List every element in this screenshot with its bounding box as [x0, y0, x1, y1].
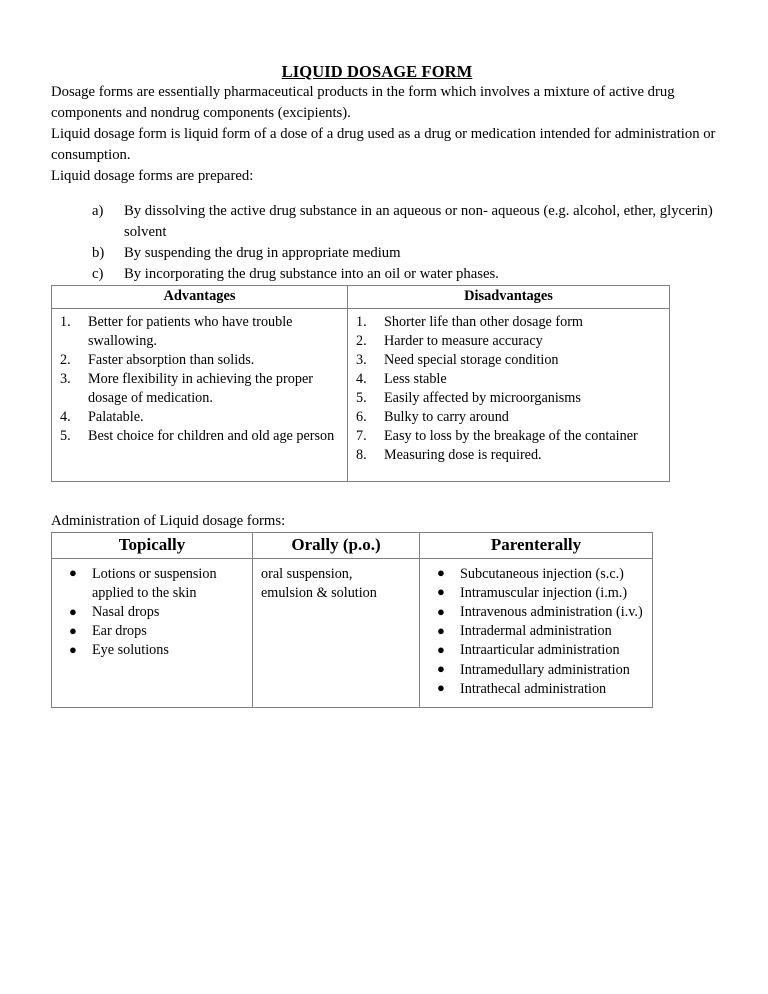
intro-paragraph-1: Dosage forms are essentially pharmaceutical products in the form which involves a mixture of active drug components and nondrug components (excipients).	[51, 84, 675, 121]
list-item	[92, 243, 717, 264]
list-item	[58, 622, 248, 641]
list-item	[60, 370, 343, 408]
list-item	[356, 446, 665, 465]
list-item	[356, 427, 665, 446]
list-item	[60, 427, 343, 446]
list-item	[356, 351, 665, 370]
list-item-text: Intravenous administration (i.v.)	[460, 604, 643, 621]
list-item-text: Palatable.	[88, 408, 144, 425]
list-item	[356, 332, 665, 351]
list-marker: c)	[92, 266, 104, 282]
list-item-text: Ear drops	[92, 623, 147, 640]
list-item-text: Intraarticular administration	[460, 642, 620, 659]
parenterally-list	[420, 559, 652, 699]
list-item	[426, 622, 648, 641]
list-item	[426, 565, 648, 584]
orally-line: oral suspension,	[261, 565, 353, 582]
list-marker: 7.	[356, 427, 367, 444]
list-marker: 2.	[60, 351, 71, 368]
administration-heading: Administration of Liquid dosage forms:	[51, 512, 286, 529]
bullet-icon: ●	[437, 603, 445, 619]
bullet-icon: ●	[437, 661, 445, 677]
list-item-text: By dissolving the active drug substance in an aqueous or non- aqueous (e.g. alcohol, ether, glycerin) solvent	[124, 203, 713, 241]
list-item-text: Subcutaneous injection (s.c.)	[460, 565, 624, 582]
list-item	[60, 313, 343, 351]
advantages-cell	[52, 308, 348, 481]
list-item	[92, 264, 717, 285]
intro-paragraph-3: Liquid dosage forms are prepared:	[51, 167, 254, 184]
list-item	[426, 680, 648, 699]
list-item	[356, 408, 665, 427]
list-marker: 3.	[356, 351, 367, 368]
bullet-icon: ●	[69, 622, 77, 638]
bullet-icon: ●	[437, 622, 445, 638]
list-item	[58, 603, 248, 622]
administration-routes-table	[51, 532, 653, 708]
list-marker: 4.	[356, 370, 367, 387]
list-item-text: By suspending the drug in appropriate medium	[124, 245, 401, 262]
list-item-text: By incorporating the drug substance into an oil or water phases.	[124, 266, 499, 282]
list-item-text: Intrathecal administration	[460, 680, 607, 697]
list-item-text: Easily affected by microorganisms	[384, 389, 581, 406]
bullet-icon: ●	[69, 565, 77, 581]
list-marker: 2.	[356, 332, 367, 349]
list-item-text: Intramuscular injection (i.m.)	[460, 584, 628, 601]
list-marker: 4.	[60, 408, 71, 425]
list-item	[92, 201, 717, 243]
list-item-text: Harder to measure accuracy	[384, 332, 543, 349]
list-marker: 1.	[356, 313, 367, 330]
list-item	[60, 351, 343, 370]
list-item	[426, 641, 648, 660]
table-row	[52, 558, 653, 707]
table-header-row	[52, 285, 670, 308]
list-item-text: Easy to loss by the breakage of the container	[384, 427, 638, 444]
table-header-row	[52, 532, 653, 558]
list-item-text: Lotions or suspension applied to the skin	[92, 565, 217, 601]
list-item	[58, 565, 248, 603]
list-item-text: Bulky to carry around	[384, 408, 509, 425]
bullet-icon: ●	[69, 641, 77, 657]
list-item-text: Better for patients who have trouble swallowing.	[88, 313, 293, 349]
list-item-text: Measuring dose is required.	[384, 446, 542, 463]
list-item	[426, 661, 648, 680]
list-marker: 6.	[356, 408, 367, 425]
list-item-text: Faster absorption than solids.	[88, 351, 255, 368]
list-marker: 8.	[356, 446, 367, 463]
list-item	[58, 641, 248, 660]
topically-list	[52, 559, 252, 661]
advantages-disadvantages-table	[51, 285, 670, 482]
list-item-text: Less stable	[384, 370, 447, 387]
disadvantages-cell	[348, 308, 670, 481]
list-item-text: Shorter life than other dosage form	[384, 313, 583, 330]
bullet-icon: ●	[437, 680, 445, 696]
list-item	[60, 408, 343, 427]
list-item	[356, 370, 665, 389]
list-marker: 1.	[60, 313, 71, 330]
advantages-list	[52, 309, 347, 446]
list-item-text: More flexibility in achieving the proper dosage of medication.	[88, 370, 313, 406]
table-row	[52, 308, 670, 481]
list-item-text: Need special storage condition	[384, 351, 559, 368]
column-header-parenterally: Parenterally	[420, 532, 653, 558]
list-item-text: Best choice for children and old age person	[88, 427, 335, 444]
list-item	[426, 603, 648, 622]
orally-cell	[253, 558, 420, 707]
list-marker: b)	[92, 245, 105, 262]
list-marker: 5.	[60, 427, 71, 444]
orally-line: emulsion & solution	[261, 584, 377, 601]
topically-cell	[52, 558, 253, 707]
column-header-topically: Topically	[52, 532, 253, 558]
disadvantages-list	[348, 309, 669, 465]
bullet-icon: ●	[437, 584, 445, 600]
list-item-text: Nasal drops	[92, 604, 160, 621]
list-item	[426, 584, 648, 603]
list-item-text: Eye solutions	[92, 642, 169, 659]
bullet-icon: ●	[437, 565, 445, 581]
list-marker: 5.	[356, 389, 367, 406]
list-item	[356, 389, 665, 408]
preparation-list	[51, 201, 717, 285]
page-title: LIQUID DOSAGE FORM	[281, 62, 473, 81]
column-header-orally: Orally (p.o.)	[253, 532, 420, 558]
list-marker: 3.	[60, 370, 71, 387]
bullet-icon: ●	[437, 641, 445, 657]
parenterally-cell	[420, 558, 653, 707]
list-item-text: Intramedullary administration	[460, 661, 630, 678]
column-header-advantages: Advantages	[52, 285, 348, 308]
bullet-icon: ●	[69, 603, 77, 619]
intro-paragraph-2: Liquid dosage form is liquid form of a dose of a drug used as a drug or medication intended for administration or consumption.	[51, 125, 716, 163]
list-item-text: Intradermal administration	[460, 623, 612, 640]
orally-text	[253, 559, 419, 603]
list-item	[356, 313, 665, 332]
column-header-disadvantages: Disadvantages	[348, 285, 670, 308]
list-marker: a)	[92, 203, 104, 220]
